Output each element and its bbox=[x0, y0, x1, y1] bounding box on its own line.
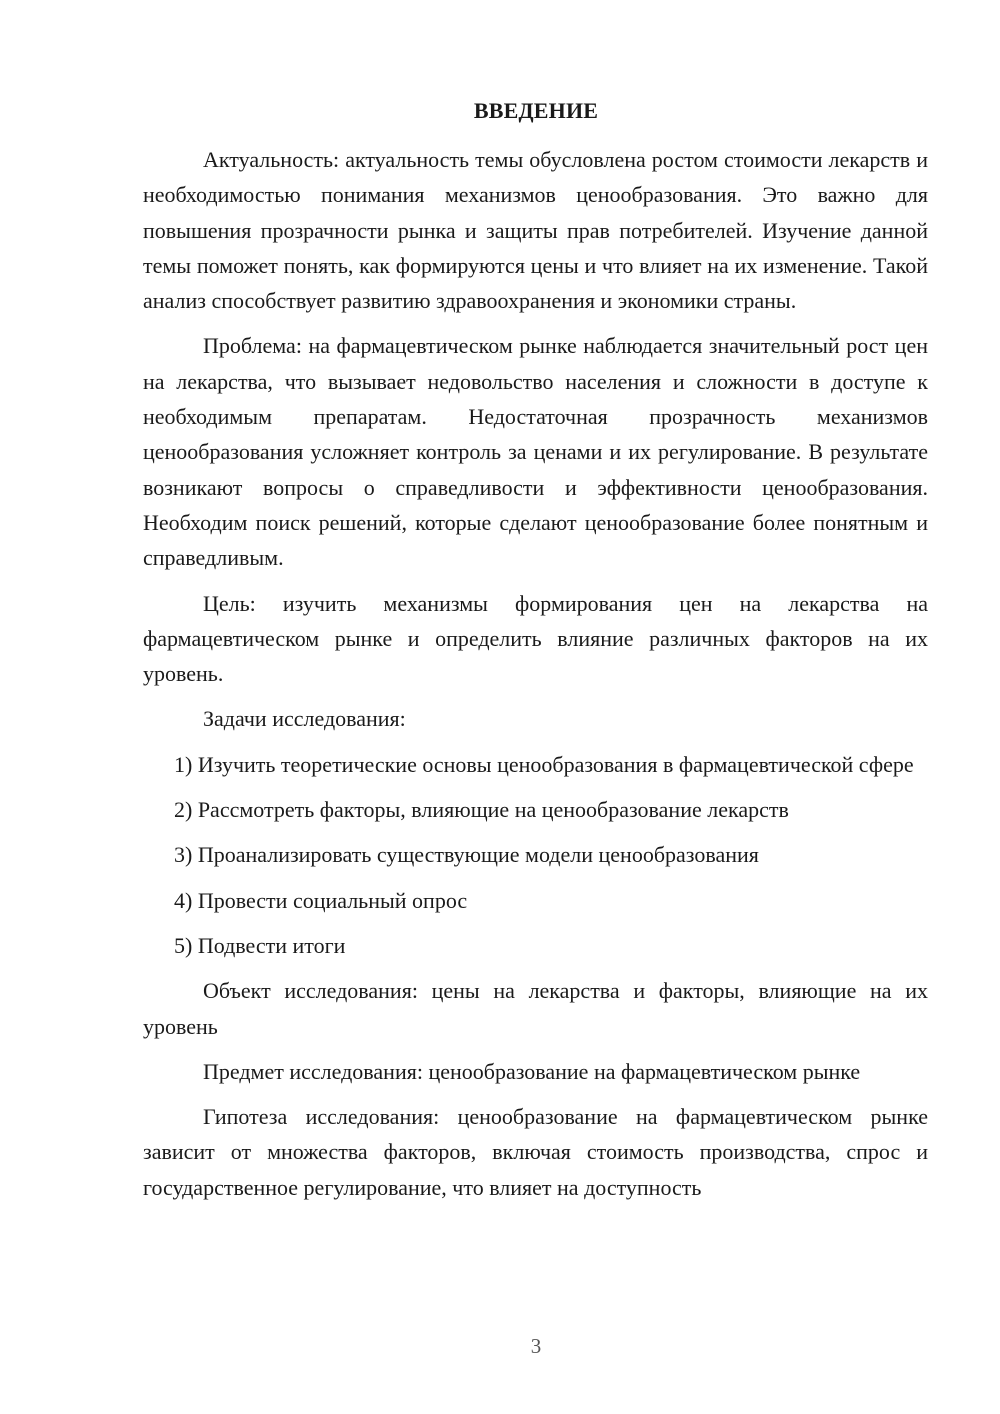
task-item-4: 4) Провести социальный опрос bbox=[174, 887, 468, 913]
paragraph-object: Объект исследования: цены на лекарства и факторы, влияющие на их уровень bbox=[143, 978, 928, 1039]
paragraph-goal: Цель: изучить механизмы формирования цен на лекарства на фармацевтическом рынке и определить влияние различных факторов на их уровень. bbox=[143, 590, 928, 687]
paragraph-actuality: Актуальность: актуальность темы обусловлена ростом стоимости лекарств и необходимостью понимания механизмов ценообразования. Это важно для повышения прозрачности рынка и защиты прав потребителей. Изучение данной темы поможет понять, как формируются цены и что влияет на их изменение. Такой анализ способствует развитию здравоохранения и экономики страны. bbox=[143, 147, 928, 314]
paragraph-subject: Предмет исследования: ценообразование на фармацевтическом рынке bbox=[203, 1058, 861, 1084]
page-title: ВВЕДЕНИЕ bbox=[473, 98, 599, 123]
task-item-2: 2) Рассмотреть факторы, влияющие на ценообразование лекарств bbox=[174, 797, 789, 823]
task-item-5: 5) Подвести итоги bbox=[174, 932, 346, 958]
document-body bbox=[143, 142, 928, 1215]
task-item-3: 3) Проанализировать существующие модели ценообразования bbox=[174, 842, 759, 868]
task-item-1: 1) Изучить теоретические основы ценообразования в фармацевтической сфере bbox=[174, 751, 914, 777]
page-number: 3 bbox=[530, 1334, 542, 1358]
paragraph-hypothesis: Гипотеза исследования: ценообразование на фармацевтическом рынке зависит от множества факторов, включая стоимость производства, спрос и государственное регулирование, что влияет на доступность bbox=[143, 1104, 928, 1200]
paragraph-problem: Проблема: на фармацевтическом рынке наблюдается значительный рост цен на лекарства, что вызывает недовольство населения и сложности в доступе к необходимым препаратам. Недостаточная прозрачность механизмов ценообразования усложняет контроль за ценами и их регулирование. В результате возникают вопросы о справедливости и эффективности ценообразования. Необходим поиск решений, которые сделают ценообразование более понятным и справедливым. bbox=[143, 333, 928, 571]
tasks-heading: Задачи исследования: bbox=[203, 706, 406, 732]
